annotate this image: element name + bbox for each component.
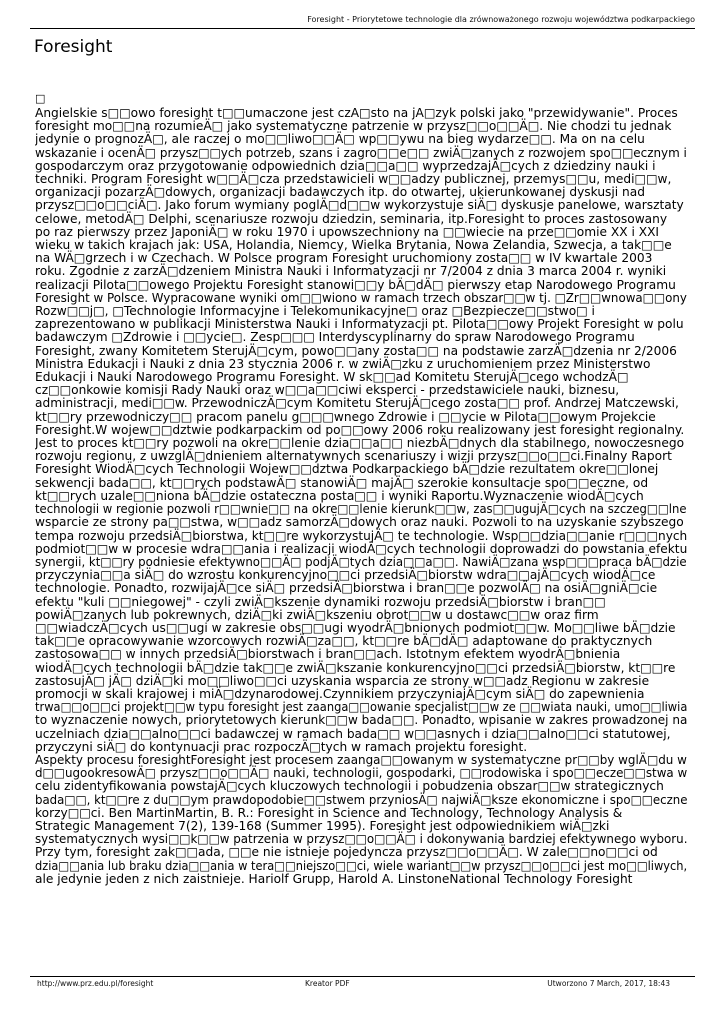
body-line: kt□□ry przewodniczy□□ pracom panelu g□□□wnego Zdrowie i □□ycie w Pilota□□owym Projekcie [35,409,656,424]
body-line: Strategic Management 7(2), 139-168 (Summer 1995). Foresight jest odpowiednikiem wiÄ□zki [35,818,610,833]
body-line: realizacji Pilota□□owego Projektu Foresight stanowi□□y bÄ□dÄ□ pierwszy etap Narodowego Programu [35,277,676,292]
body-line: przyczyni siÄ□ do kontynuacji prac rozpoczÄ□tych w ramach projektu foresight. [35,739,528,754]
footer-created-date: Utworzono 7 March, 2017, 18:43 [547,979,670,988]
footer-rule [30,976,695,977]
body-line: Ministra Edukacji i Nauki z dnia 23 stycznia 2006 r. w zwiÄ□zku z uruchomieniem przez Ministerstwo [35,356,651,371]
body-line: technologie. Ponadto, rozwijajÄ□ce siÄ□ przedsiÄ□biorstwa i bran□□e pozwolÄ□ na osiÄ□gniÄ□cie [35,581,658,596]
body-line: gospodarczym oraz przygotowanie odpowiednich dzia□□a□□ wyprzedzajÄ□cych z dziedziny nauki i [35,158,656,173]
body-line: Foresight.W wojew□□dztwie podkarpackim od po□□owy 2006 roku realizowany jest foresight regionalny. [35,422,685,437]
body-line: wskazanie i ocenÄ□ przysz□□ych potrzeb, szans i zagro□□e□□ zwiÄ□zanych z rozwojem spo□□ecznym i [35,145,687,160]
body-line: synergii, kt□□ry podniesie efektywno□□Ä□ podjÄ□tych dzia□□a□□. NawiÄ□zana wsp□□□praca bÄ□dzie [35,554,687,569]
body-line: sekwencji bada□□, kt□□rych podstawÄ□ stanowiÄ□ majÄ□ szerokie konsultacje spo□□eczne, od [35,475,649,490]
body-line: systematycznych wysi□□k□□w patrzenia w przysz□□o□□Ä□ i dokonywania bardziej efektywnego wyboru. [35,832,687,847]
body-line: kt□□rych uzale□□niona bÄ□dzie ostateczna posta□□ i wyniki Raportu.Wyznaczenie wiodÄ□cych [35,488,644,503]
body-line: □□wiadczÄ□cych us□□ugi w zakresie obs□□ugi wyodrÄ□bnionych podmiot□□w. Mo□□liwe bÄ□dzie [35,620,676,635]
body-line: to wyznaczenie nowych, priorytetowych kierunk□□w bada□□. Ponadto, wpisanie w zakres prowadzonej na [35,713,687,728]
body-line: wsparcie ze strony pa□□stwa, w□□adz samorzÄ□dowych oraz nauki. Pozwoli to na uzyskanie szybszego [35,515,684,530]
body-line: roku. Zgodnie z zarzÄ□dzeniem Ministra Nauki i Informatyzacji nr 7/2004 z dnia 3 marca 2004 r. wyniki [35,264,667,279]
body-line: wieku w takich krajach jak: USA, Holandia, Niemcy, Wielka Brytania, Nowa Zelandia, Szwecja, a tak□□e [35,238,672,253]
body-line: wiodÄ□cych technologii bÄ□dzie tak□□e zwiÄ□kszanie konkurencyjno□□ci przedsiÄ□biorstw, kt□□re [35,660,676,675]
body-line: ale jedynie jeden z nich zaistnieje. Hariolf Grupp, Harold A. LinstoneNational Technology Foresight [35,871,633,886]
body-line: badawczym □Zdrowie i □□ycie□. Zesp□□□ Interdyscyplinarny do spraw Narodowego Programu [35,330,635,345]
body-line: jedynie o prognozÄ□, ale raczej o mo□□liwo□□Ä□ wp□□ywu na bieg wydarze□□. Ma on na celu [35,132,645,147]
body-line: administracji, medi□□w. PrzewodniczÄ□cym Komitetu SterujÄ□cego zosta□□ prof. Andrzej Matczewski, [35,396,679,411]
body-line: efektu "kuli □□niegowej" - czyli zwiÄ□kszenie dynamiki rozwoju przedsiÄ□biorstw i bran□□ [35,594,606,609]
body-line: zastosowa□□ w innych przedsiÄ□biorstwach i bran□□ach. Istotnym efektem wyodrÄ□bnienia [35,647,621,662]
body-line: trwa□□o□□ci projekt□□w typu foresight jest zaanga□□owanie specjalist□□w ze □□wiata nauki, umo□□liwia [35,700,687,715]
body-line: uczelniach dzia□□alno□□ci badawczej w ramach bada□□ w□□asnych i dzia□□alno□□ci statutowej, [35,726,671,741]
body-line: organizacji pozarzÄ□dowych, organizacji badawczych itp. do otwartej, ukierunkowanej dyskusji nad [35,185,645,200]
body-line: Angielskie s□□owo foresight t□□umaczone jest czÄ□sto na jÄ□zyk polski jako "przewidywanie". Proces [35,107,678,120]
body-line: Rozw□□j□, □Technologie Informacyjne i Telekomunikacyjne□ oraz □Bezpiecze□□stwo□ i [35,304,595,319]
footer-url-link[interactable]: http://www.prz.edu.pl/foresight [37,979,154,988]
body-line: zastosujÄ□ jÄ□ dziÄ□ki mo□□liwo□□ci uzyskania wsparcia ze strony w□□adz Regionu w zakresie [35,673,650,688]
page-title: Foresight [34,37,113,57]
body-line: po raz pierwszy przez JaponiÄ□ w roku 1970 i upowszechniony na □□wiecie na prze□□omie XX i XXI [35,224,660,239]
header-rule [30,28,695,29]
body-line: Aspekty procesu foresightForesight jest procesem zaanga□□owanym w systematyczne pr□□by wglÄ□du w [35,752,687,767]
body-line: tempa rozwoju przedsiÄ□biorstwa, kt□□re wykorzystujÄ□ te technologie. Wsp□□dzia□□anie r□□□nych [35,528,687,543]
body-line: celu zidentyfikowania powstajÄ□cych kluczowych technologii i pobudzenia obszar□□w strategicznych [35,779,664,794]
body-line: celowe, metodÄ□ Delphi, scenariusze rozwoju dziedzin, seminaria, itp.Foresight to proces zastosowany [35,211,668,226]
body-line: Edukacji i Nauki Narodowego Programu Foresight. W sk□□ad Komitetu SterujÄ□cego wchodzÄ□ [35,370,629,385]
body-line: Jest to proces kt□□ry pozwoli na okre□□lenie dzia□□a□□ niezbÄ□dnych dla stabilnego, nowoczesnego [35,436,685,451]
body-line: Foresight w Polsce. Wypracowane wyniki om□□wiono w ramach trzech obszar□□w tj. □Zr□□wnowa□□ony [35,290,687,305]
body-line: Foresight WiodÄ□cych Technologii Wojew□□dztwa Podkarpackiego bÄ□dzie rezultatem okre□□lonej [35,462,659,477]
body-line: powiÄ□zanych lub pokrewnych, dziÄ□ki zwiÄ□kszeniu obrot□□w u dostawc□□w oraz firm [35,607,599,622]
body-line: foresight mo□□na rozumieÄ□ jako systematyczne patrzenie w przysz□□o□□Ä□. Nie chodzi tu jednak [35,119,672,134]
body-line: podmiot□□w w procesie wdra□□ania i realizacji wiodÄ□cych technologii doprowadzi do powstania efektu [35,541,687,556]
body-line: dzia□□ania lub braku dzia□□ania w tera□□niejszo□□ci, wiele wariant□□w przysz□□o□□ci jest mo□□liwych, [35,858,687,873]
body-line: technologii w regionie pozwoli r□□wnie□□ na okre□□lenie kierunk□□w, zas□□ugujÄ□cych na szczeg□□lne [35,502,687,517]
body-line: cz□□onkowie komisji Rady Nauki oraz w□□a□□ciwi eksperci - przedstawiciele nauki, biznesu, [35,383,620,398]
body-line: tak□□e opracowywanie wzorcowych rozwiÄ□za□□, kt□□re bÄ□dÄ□ adaptowane do praktycznych [35,634,653,649]
body-line: d□□ugookresowÄ□ przysz□□o□□Ä□ nauki, technologii, gospodarki, □□rodowiska i spo□□ecze□□stwa w [35,766,687,781]
missing-glyph-marker: □ [35,92,46,105]
body-line: rozwoju regionu, z uwzglÄ□dnieniem alternatywnych scenariuszy i wizji przysz□□o□□ci.Finalny Raport [35,449,672,464]
body-line: Przy tym, foresight zak□□ada, □□e nie istnieje pojedyncza przysz□□o□□Ä□. W zale□□no□□ci od [35,845,658,860]
body-line: techniki. Program Foresight w□□Ä□cza przedstawicieli w□□adzy publicznej, przemys□□u, medi□□w, [35,172,672,187]
footer-generator: Kreator PDF [305,979,350,988]
running-header: Foresight - Priorytetowe technologie dla zrównoważonego rozwoju województwa podkarpackiego [307,15,695,24]
body-line: promocji w skali krajowej i miÄ□dzynarodowej.Czynnikiem przyczyniajÄ□cym siÄ□ do zapewnienia [35,686,645,701]
body-line: na WÄ□grzech i w Czechach. W Polsce program Foresight uruchomiony zosta□□ w IV kwartale 2003 [35,251,653,266]
body-line: korzy□□ci. Ben MartinMartin, B. R.: Foresight in Science and Technology, Technology Analysis & [35,805,623,820]
body-line: zaprezentowano w publikacji Ministerstwa Nauki i Informatyzacji pt. Pilota□□owy Projekt Foresight w polu [35,317,684,332]
body-line: przysz□□o□□ciÄ□. Jako forum wymiany poglÄ□d□□w wykorzystuje siÄ□ dyskusje panelowe, warsztaty [35,198,684,213]
body-line: przyczynia□□a siÄ□ do wzrostu konkurencyjno□□ci przedsiÄ□biorstw wdra□□ajÄ□cych wiodÄ□ce [35,568,656,583]
article-body [35,107,687,975]
body-line: Foresight, zwany Komitetem SterujÄ□cym, powo□□any zosta□□ na podstawie zarzÄ□dzenia nr 2/2006 [35,343,677,358]
body-line: bada□□, kt□□re z du□□ym prawdopodobie□□stwem przyniosÄ□ najwiÄ□ksze ekonomiczne i spo□□eczne [35,792,687,807]
